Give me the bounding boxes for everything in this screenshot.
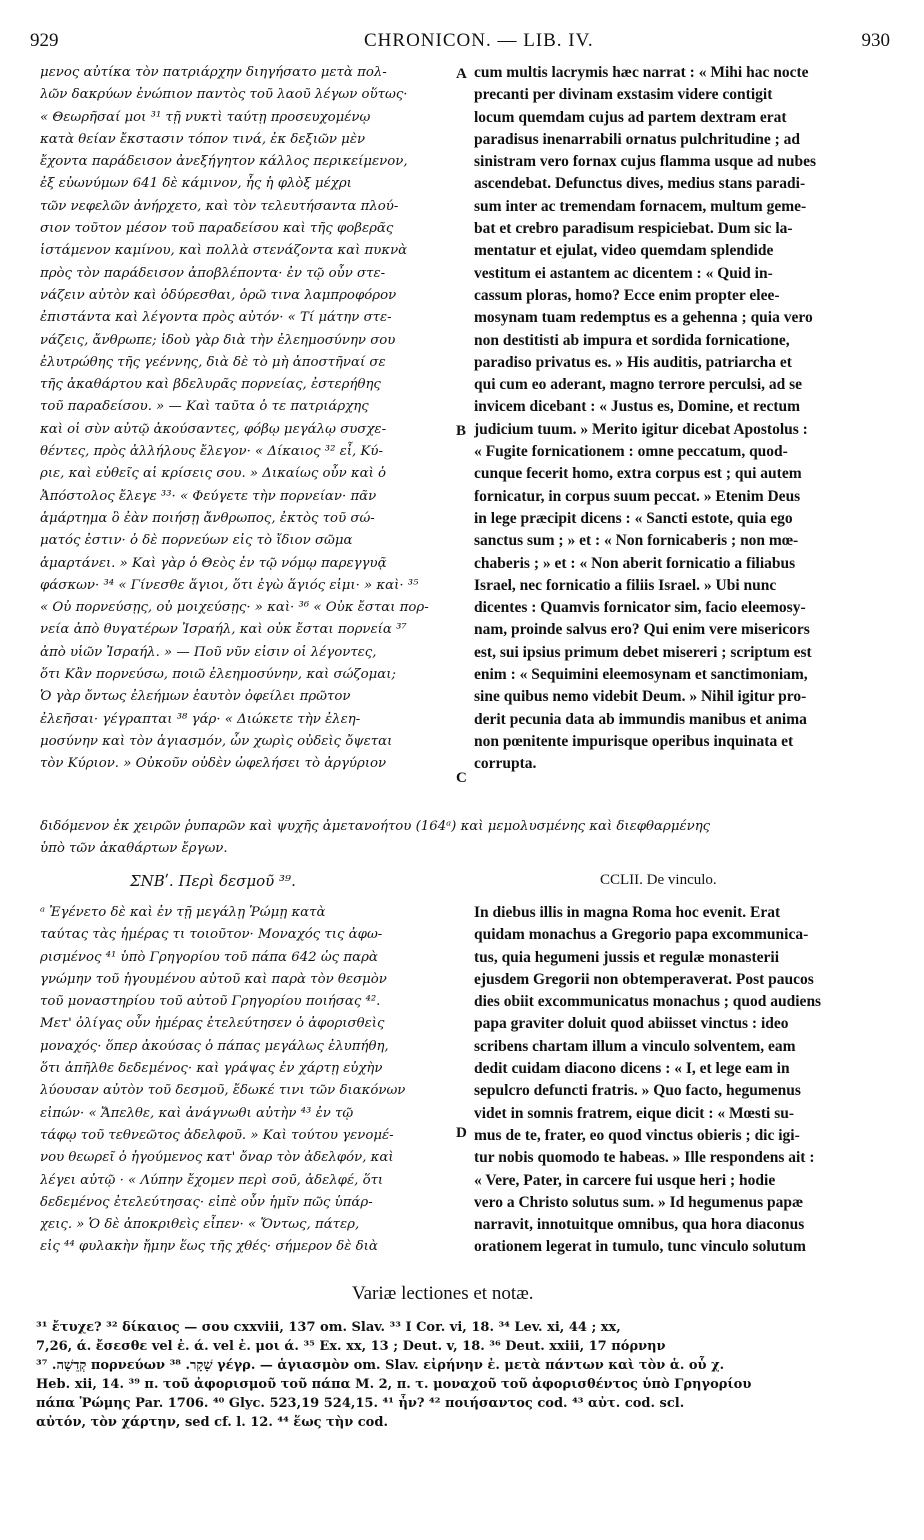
latin-text-line: locum quemdam cujus ad partem dextram erat: [474, 108, 787, 126]
margin-letter-d: D: [456, 1125, 467, 1141]
greek-text-line: νου θεωρεῖ ὁ ἡγούμενος κατ' ὄναρ τὸν ἀδελφόν, καὶ: [40, 1150, 394, 1166]
greek-text-line: ριε, καὶ εὐθεῖς αἱ κρίσεις σου. » Δικαίως οὖν καὶ ὁ: [40, 466, 387, 482]
latin-text-line: nam, proinde salvus ero? Qui enim vere misericors: [474, 621, 810, 639]
latin-text-line: cum multis lacrymis hæc narrat : « Mihi hac nocte: [474, 64, 809, 81]
greek-text-line: « Θεωρῆσαί μοι ³¹ τῇ νυκτὶ ταύτῃ προσευχομένῳ: [40, 109, 371, 125]
greek-text-line: ἐπιστάντα καὶ λέγοντα πρὸς αὐτόν· « Τί μάτην στε-: [40, 310, 392, 326]
latin-text-line: vestitum ei astantem ac dicentem : « Quid in-: [474, 264, 773, 282]
greek-text-line: ὅτι Κἂν πορνεύσω, ποιῶ ἐλεημοσύνην, καὶ σώζομαι;: [40, 667, 396, 683]
greek-text-line: Ὁ γὰρ ὄντως ἐλεήμων ἑαυτὸν ὀφείλει πρῶτον: [40, 689, 351, 705]
margin-letter-a: A: [456, 66, 467, 82]
page-header: [30, 30, 890, 56]
greek-text-line: διδόμενον ἐκ χειρῶν ῥυπαρῶν καὶ ψυχῆς ἀμετανοήτου (164ᵃ) καὶ μεμολυσμένης καὶ διεφθαρμένης: [40, 819, 711, 834]
greek-text-line: νάζεις, ἄνθρωπε; ἰδοὺ γὰρ διὰ τὴν ἐλεημοσύνην σου: [40, 332, 396, 348]
greek-text-line: ἁμαρτάνει. » Καὶ γὰρ ὁ Θεὸς ἐν τῷ νόμῳ παρεγγυᾷ: [40, 555, 387, 571]
greek-text-line: λῶν δακρύων ἐνώπιον παντὸς τοῦ λαοῦ λέγων οὕτως·: [40, 87, 408, 103]
latin-text-line: invicem dicebant : « Justus es, Domine, et rectum: [474, 398, 801, 416]
latin-text-line: videt in somnis fratrem, eique dicit : « Mœsti su-: [474, 1104, 795, 1122]
greek-text-line: τῶν νεφελῶν ἀνήρχετο, καὶ τὸν τελευτήσαντα πλού-: [40, 198, 399, 214]
greek-text-line: μενος αὐτίκα τὸν πατριάρχην διηγήσατο μετὰ πολ-: [40, 65, 387, 80]
greek-text-line: ἱστάμενον καμίνου, καὶ πολλὰ στενάζοντα καὶ πυκνὰ: [40, 243, 408, 259]
greek-text-line: ρισμένος ⁴¹ ὑπὸ Γρηγορίου τοῦ πάπα 642 ὡς παρὰ: [40, 949, 378, 965]
latin-text-line: In diebus illis in magna Roma hoc evenit. Erat: [474, 904, 781, 921]
greek-text-line: Μετ' ὀλίγας οὖν ἡμέρας ἐτελεύτησεν ὁ ἀφορισθεὶς: [40, 1016, 385, 1032]
latin-text-line: non destitisti ab impura et sordida fornicatione,: [474, 331, 790, 349]
latin-text-line: derit pecunia data ab immundis manibus et anima: [474, 710, 807, 728]
greek-text-line: κατὰ θείαν ἔκστασιν τόπον τινά, ἐκ δεξιῶν μὲν: [40, 131, 366, 147]
latin-text-line: dies obiit excommunicatus monachus ; quod audiens: [474, 993, 822, 1011]
latin-text-line: mentatur et ejulat, video quemdam splendide: [474, 242, 774, 260]
greek-text-line: γνώμην τοῦ ἡγουμένου αὐτοῦ καὶ παρὰ τὸν θεσμὸν: [40, 971, 387, 987]
latin-text-line: sinistram vero fornax cujus flamma usque ad nubes: [474, 153, 817, 171]
notes: [36, 1318, 896, 1432]
greek-text-line: εἰπών· « Ἄπελθε, καὶ ἀνάγνωθι αὐτὴν ⁴³ ἐν τῷ: [40, 1105, 354, 1121]
latin-text-line: cassum ploras, homo? Ecce enim propter elee-: [474, 286, 780, 304]
latin-text-line: orationem legerat in tumulo, tunc vinculo solutum: [474, 1238, 806, 1256]
greek-text-line: « Οὐ πορνεύσῃς, οὐ μοιχεύσῃς· » καὶ· ³⁶ « Οὐκ ἔσται πορ-: [40, 600, 429, 616]
note-line: 7,26, ά. ἔσεσθε vel ἐ. ά. vel ἐ. μοι ά. ³⁵ Ex. xx, 13 ; Deut. v, 18. ³⁶ Deut. xxiii, 17 πόρνην: [36, 1339, 666, 1354]
greek-text-line: λύουσαν αὐτὸν τοῦ δεσμοῦ, ἔδωκέ τινι τῶν διακόνων: [40, 1083, 406, 1099]
running-title: CHRONICON. — LIB. IV.: [364, 30, 594, 51]
greek-text-line: ταύτας τὰς ἡμέρας τι τοιοῦτον· Μοναχός τις ἀφω-: [40, 927, 383, 943]
greek-column-bottom: [40, 902, 446, 1259]
page-number-left: 929: [30, 30, 59, 51]
latin-text-line: sine quibus nemo videbit Deum. » Nihil igitur pro-: [474, 688, 807, 706]
notes-title: Variæ lectiones et notæ.: [352, 1283, 534, 1304]
greek-text-line: τῆς ἀκαθάρτου καὶ βδελυρᾶς πορνείας, ἐστερήθης: [40, 377, 381, 393]
note-line: ³¹ ἔτυχε? ³² δίκαιος — σου cxxviii, 137 om. Slav. ³³ I Cor. vi, 18. ³⁴ Lev. xi, 44 ; xx,: [36, 1320, 621, 1335]
greek-text-line: μοσύνην καὶ τὸν ἁγιασμόν, ὧν χωρὶς οὐδεὶς ὄψεται: [40, 733, 393, 749]
greek-text-line: εἰς ⁴⁴ φυλακὴν ἤμην ἕως τῆς χθές· σήμερον δὲ διὰ: [40, 1239, 378, 1255]
greek-text-line: Ἀπόστολος ἔλεγε ³³· « Φεύγετε τὴν πορνείαν· πᾶν: [40, 488, 377, 504]
latin-text-line: corrupta.: [474, 755, 537, 773]
latin-text-line: dicentes : Quamvis fornicator sim, facio eleemosy-: [474, 599, 806, 617]
greek-text-line: χεις. » Ὁ δὲ ἀποκριθεὶς εἶπεν· « Ὄντως, πάτερ,: [40, 1217, 360, 1233]
latin-text-line: « Vere, Pater, in carcere fui usque heri ; hodie: [474, 1171, 776, 1189]
greek-text-line: καὶ οἱ σὺν αὐτῷ ἀκούσαντες, φόβῳ μεγάλῳ συσχε-: [40, 421, 387, 437]
latin-text-line: in lege præcipit dicens : « Sancti estote, quia ego: [474, 509, 793, 527]
greek-text-line: ἀπὸ υἱῶν Ἰσραήλ. » — Ποῦ νῦν εἰσιν οἱ λέγοντες,: [40, 644, 377, 660]
latin-text-line: cunque fecerit homo, extra corpus est ; qui autem: [474, 465, 802, 483]
greek-text-line: τάφῳ τοῦ τεθνεῶτος ἀδελφοῦ. » Καὶ τούτου γενομέ-: [40, 1127, 394, 1143]
greek-text-line: ἐλεῆσαι· γέγραπται ³⁸ γάρ· « Διώκετε τὴν ἐλεη-: [40, 711, 361, 727]
latin-text-line: dedit cuidam diacono dicens : « I, et lege eam in: [474, 1060, 790, 1078]
section-title-latin: CCLII. De vinculo.: [600, 872, 717, 888]
latin-text-line: non pœnitente impurisque operibus inquinata et: [474, 732, 794, 750]
latin-text-line: quidam monachus a Gregorio papa excommunica-: [474, 926, 809, 944]
latin-text-line: paradiso privatus es. » His auditis, patriarcha et: [474, 353, 792, 371]
latin-text-line: paradisus inenarrabili ornatus pulchritudine ; ad: [474, 130, 800, 148]
greek-text-line: ματός ἐστιν· ὁ δὲ πορνεύων εἰς τὸ ἴδιον σῶμα: [40, 533, 353, 549]
margin-letter-b: B: [456, 423, 467, 439]
greek-text-line: φάσκων· ³⁴ « Γίνεσθε ἅγιοι, ὅτι ἐγὼ ἅγιός εἰμι· » καὶ· ³⁵: [40, 577, 419, 593]
greek-text-line: τοῦ μοναστηρίου τοῦ αὐτοῦ Γρηγορίου ποιήσας ⁴².: [40, 994, 381, 1010]
greek-text-line: ἔχοντα παράδεισον ἀνεξήγητον κάλλος περικείμενον,: [40, 154, 408, 170]
latin-text-line: narravit, innotuitque omnibus, qua hora diaconus: [474, 1216, 805, 1234]
latin-text-line: fornicatur, in corpus suum peccat. » Etenim Deus: [474, 487, 801, 505]
greek-text-line: λέγει αὐτῷ · « Λύπην ἔχομεν περὶ σοῦ, ἀδελφέ, ὅτι: [40, 1172, 384, 1188]
latin-text-line: ascendebat. Defunctus dives, medius stans paradi-: [474, 175, 806, 193]
greek-text-line: σιον τοῦτον μέσον τοῦ παραδείσου καὶ τῆς φοβερᾶς: [40, 221, 394, 237]
greek-text-line: θέντες, πρὸς ἀλλήλους ἔλεγον· « Δίκαιος ³² εἶ, Κύ-: [40, 444, 383, 460]
greek-text-line: δεδεμένος ἐτελεύτησας· εἰπὲ οὖν ἡμῖν πῶς ὑπάρ-: [40, 1194, 373, 1210]
latin-column-bottom: [474, 902, 889, 1259]
greek-text-line: ὅτι ἀπῆλθε δεδεμένος· καὶ γράψας ἐν χάρτῃ εὐχὴν: [40, 1061, 383, 1077]
latin-text-line: qui cum eo aderant, magno terrore perculsi, ad se: [474, 376, 803, 394]
margin-letter-c: C: [456, 770, 467, 786]
greek-text-line: τοῦ παραδείσου. » — Καὶ ταῦτα ὁ τε πατριάρχης: [40, 399, 369, 415]
greek-full-width-text: [40, 816, 890, 860]
greek-text-line: τὸν Κύριον. » Οὐκοῦν οὐδὲν ὠφελήσει τὸ ἀργύριον: [40, 756, 387, 772]
greek-text-line: πρὸς τὸν παράδεισον ἀποβλέποντα· ἐν τῷ οὖν στε-: [40, 265, 386, 281]
note-line: πάπα Ῥώμης Par. 1706. ⁴⁰ Glyc. 523,19 524,15. ⁴¹ ἦν? ⁴² ποιήσαντος cod. ⁴³ αὐτ. cod. scl.: [36, 1396, 685, 1411]
note-line: קְדֵשָׁה. ³⁷ πορνεύων שָׁקָר. ³⁸ γέγρ. — ἁγιασμὸν om. Slav. εἰρήνην ἐ. μετὰ πάντων καὶ τὸν ἁ. οὗ χ.: [36, 1358, 725, 1373]
latin-text-line: mosynam tuam redemptus es a gehenna ; quia vero: [474, 309, 813, 327]
greek-text-line: ἐλυτρώθης τῆς γεέννης, διὰ δὲ τὸ μὴ ἀποστῆναί σε: [40, 354, 386, 370]
latin-text-line: vero a Christo solutus sum. » Id hegumenus papæ: [474, 1193, 804, 1211]
latin-text-line: « Fugite fornicationem : omne peccatum, quod-: [474, 443, 788, 461]
latin-text-line: Israel, nec fornicatio a filiis Israel. » Ubi nunc: [474, 576, 777, 594]
greek-text-line: ᵃ Ἐγένετο δὲ καὶ ἐν τῇ μεγάλῃ Ῥώμῃ κατὰ: [40, 905, 326, 920]
latin-text-line: judicium tuum. » Merito igitur dicebat Apostolus :: [474, 420, 808, 438]
greek-text-line: μοναχός· ὅπερ ἀκούσας ὁ πάπας μεγάλως ἐλυπήθη,: [40, 1038, 389, 1054]
latin-text-line: tur nobis quomodo te habeas. » Ille respondens ait :: [474, 1149, 815, 1167]
greek-text-line: ἐξ εὐωνύμων 641 δὲ κάμινον, ἧς ἡ φλὸξ μέχρι: [40, 176, 352, 192]
page-number-right: 930: [861, 30, 890, 51]
latin-text-line: chaberis ; » et : « Non aberit fornicatio a filiabus: [474, 554, 796, 572]
latin-column-top: [474, 62, 889, 776]
greek-text-line: νάζειν αὐτὸν καὶ ὀδύρεσθαι, ὁρῶ τινα λαμπροφόρον: [40, 287, 397, 303]
note-line: αὐτόν, τὸν χάρτην, sed cf. l. 12. ⁴⁴ ἕως τὴν cod.: [36, 1415, 388, 1430]
latin-text-line: est, sui ipsius primum debet misereri ; scriptum est: [474, 643, 812, 661]
greek-column-top: [40, 62, 446, 776]
greek-text-line: ἁμάρτημα ὃ ἐὰν ποιήσῃ ἄνθρωπος, ἐκτὸς τοῦ σώ-: [40, 510, 375, 526]
section-title-greek: ΣΝΒʹ. Περὶ δεσμοῦ ³⁹.: [130, 872, 296, 890]
latin-text-line: precanti per divinam exstasim videre contigit: [474, 86, 773, 104]
latin-text-line: ejusdem Gregorii non obtemperaverat. Post paucos: [474, 970, 814, 988]
latin-text-line: tus, quia hegumeni jussis et regulæ monasterii: [474, 948, 779, 966]
latin-text-line: sepulcro defuncti fratris. » Quo facto, hegumenus: [474, 1082, 801, 1100]
latin-text-line: scribens chartam illum a vinculo solventem, eam: [474, 1037, 796, 1055]
note-line: Heb. xii, 14. ³⁹ π. τοῦ ἀφορισμοῦ τοῦ πάπα M. 2, π. τ. μοναχοῦ τοῦ ἀφορισθέντος ὑπὸ Γρηγορίου: [36, 1377, 752, 1392]
latin-text-line: papa graviter doluit quod abiisset vinctus : ideo: [474, 1015, 789, 1033]
latin-text-line: bat et crebro paradisum respiciebat. Dum sic la-: [474, 220, 793, 238]
latin-text-line: sanctus sum ; » et : « Non fornicaberis ; non mœ-: [474, 532, 799, 550]
greek-text-line: νεία ἀπὸ θυγατέρων Ἰσραήλ, καὶ οὐκ ἔσται πορνεία ³⁷: [40, 622, 407, 638]
latin-text-line: sum inter ac tremendam fornacem, multum geme-: [474, 197, 807, 215]
latin-text-line: enim : « Sequimini eleemosynam et sanctimoniam,: [474, 666, 808, 684]
latin-text-line: mus de te, frater, eo quod vinctus obieris ; dic igi-: [474, 1126, 800, 1144]
greek-text-line: ὑπὸ τῶν ἀκαθάρτων ἔργων.: [40, 841, 228, 856]
